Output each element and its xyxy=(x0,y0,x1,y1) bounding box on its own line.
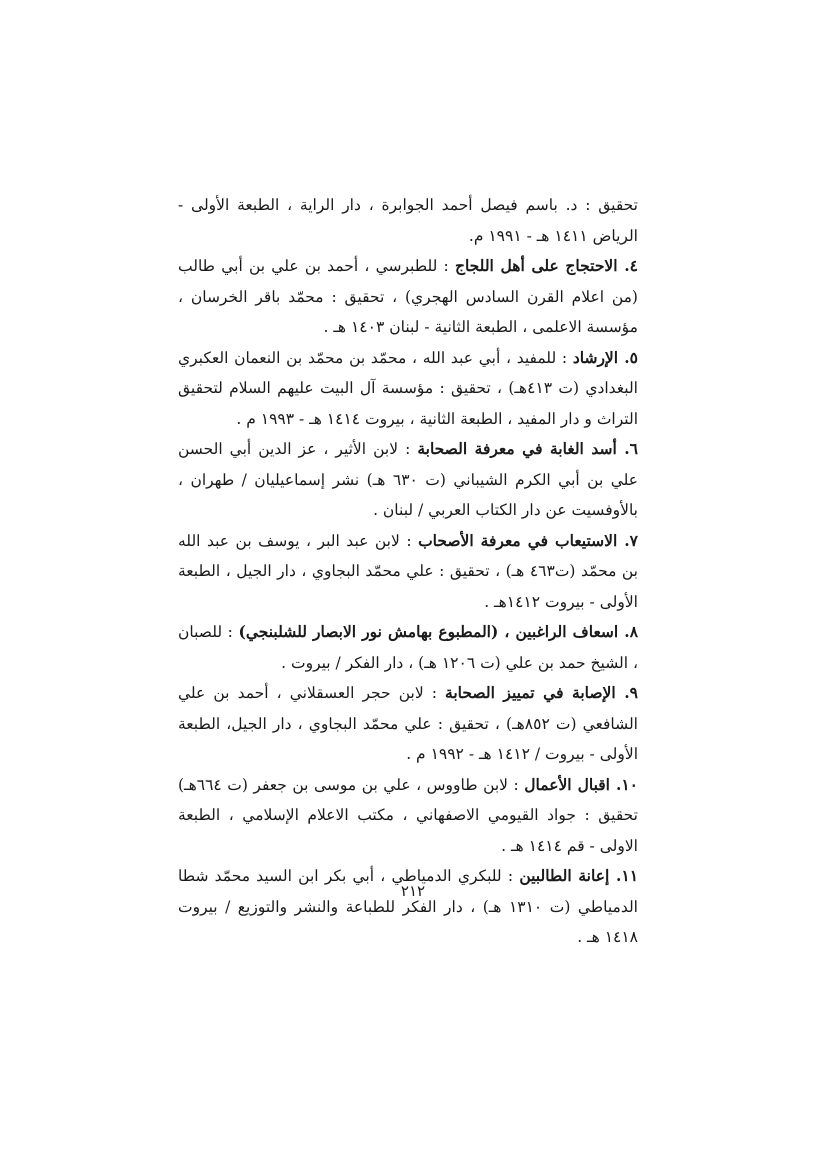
entry-title: أسد الغابة في معرفة الصحابة xyxy=(417,439,617,458)
bibliography-entry-continued xyxy=(178,190,638,251)
entry-text: : لابن الأثير ، عز الدين أبي الحسن علي بن أبي الكرم الشيباني (ت ٦٣٠ هـ) نشر إسماعيليان / طهران ، بالأوفسيت عن دار الكتاب العربي / لبنان . xyxy=(178,440,638,519)
entry-title: الإرشاد xyxy=(572,347,619,367)
entry-number: ٨. xyxy=(618,622,639,641)
bibliography-entry-7 xyxy=(178,526,638,618)
entry-number: ٦. xyxy=(616,439,638,458)
page-number: ٢١٢ xyxy=(400,882,426,900)
entry-text: : لابن طاووس ، علي بن موسى بن جعفر (ت ٦٦٤هـ) تحقيق : جواد القيومي الاصفهاني ، مكتب الاعلام الإسلامي ، الطبعة الاولى - قم ١٤١٤ هـ . xyxy=(178,775,638,855)
entry-number: ٥. xyxy=(618,347,638,367)
entry-title: الاستيعاب في معرفة الأصحاب xyxy=(418,530,618,550)
entry-text: : لابن حجر العسقلاني ، أحمد بن علي الشافعي (ت ٨٥٢هـ) ، تحقيق : علي محمّد البجاوي ، دار الجيل، الطبعة الأولى - بيروت / ١٤١٢ هـ - ١٩٩٢ م . xyxy=(178,684,638,763)
entry-text: : لابن عبد البر ، يوسف بن عبد الله بن محمّد (ت٤٦٣ هـ) ، تحقيق : علي محمّد البجاوي ، دار الجيل ، الطبعة الأولى - بيروت ١٤١٢هـ . xyxy=(178,531,638,611)
bibliography-entry-9 xyxy=(178,678,638,770)
entry-text: : للصبان ، الشيخ حمد بن علي (ت ١٢٠٦ هـ) ، دار الفكر / بيروت . xyxy=(178,623,638,672)
entry-text: تحقيق : د. باسم فيصل أحمد الجوابرة ، دار الراية ، الطبعة الأولى - الرياض ١٤١١ هـ - ١٩٩١ م. xyxy=(178,196,638,245)
bibliography-entry-4 xyxy=(178,251,638,343)
entry-number: ١١. xyxy=(609,866,639,885)
entry-number: ٤. xyxy=(617,256,638,275)
bibliography-entry-5 xyxy=(178,343,638,435)
entry-text: : للطبرسي ، أحمد بن علي بن أبي طالب (من اعلام القرن السادس الهجري) ، تحقيق : محمّد باقر الخرسان ، مؤسسة الاعلمى ، الطبعة الثانية - لبنان ١٤٠٣ هـ . xyxy=(178,257,638,336)
entry-title: اسعاف الراغبين ، (المطبوع بهامش نور الابصار للشلبنجي) xyxy=(238,622,619,641)
entry-title: الإصابة في تمييز الصحابة xyxy=(445,683,616,702)
entry-number: ٩. xyxy=(615,683,638,702)
bibliography-entry-6 xyxy=(178,434,638,526)
entry-text: : للبكري الدمياطي ، أبي بكر ابن السيد محمّد شطا الدمياطي (ت ١٣١٠ هـ) ، دار الفكر للطباعة والنشر والتوزيع / بيروت ١٤١٨ هـ . xyxy=(178,867,638,946)
entry-text: : للمفيد ، أبي عبد الله ، محمّد بن محمّد بن النعمان العكبري البغدادي (ت ٤١٣هـ) ، تحقيق : مؤسسة آل البيت عليهم السلام لتحقيق التراث و دار المفيد ، الطبعة الثانية ، بيروت ١٤١٤ هـ - ١٩٩٣ م . xyxy=(178,348,638,428)
entry-title: إعانة الطالبين xyxy=(519,866,610,885)
bibliography-entry-11 xyxy=(178,861,638,953)
bibliography-page xyxy=(178,190,638,953)
entry-number: ٧. xyxy=(617,530,638,550)
entry-title: اقبال الأعمال xyxy=(524,774,610,794)
entry-number: ١٠. xyxy=(609,774,638,794)
bibliography-entry-10 xyxy=(178,770,638,862)
bibliography-entry-8 xyxy=(178,617,638,678)
entry-title: الاحتجاج على أهل اللجاج xyxy=(454,256,618,275)
